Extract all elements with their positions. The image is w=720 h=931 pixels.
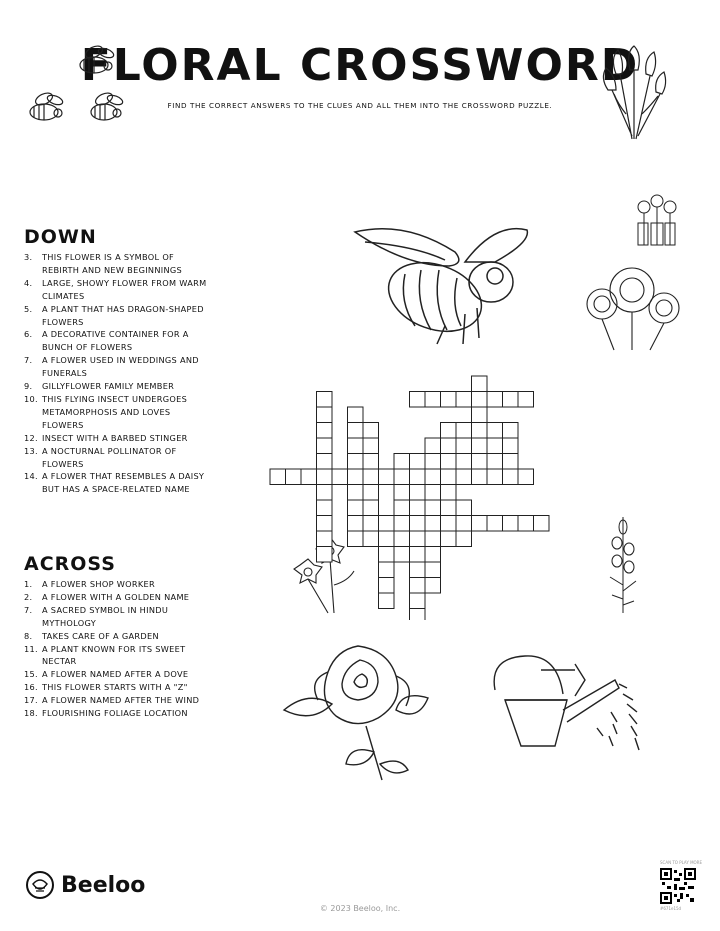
crossword-cell[interactable] <box>487 392 503 408</box>
crossword-cell[interactable] <box>348 531 364 547</box>
crossword-cell[interactable] <box>410 392 426 408</box>
clue-number: 17. <box>24 695 38 706</box>
clue-text: A FLOWER USED IN WEDDINGS AND FUNERALS <box>42 355 199 379</box>
crossword-cell[interactable] <box>379 469 395 485</box>
crossword-cell[interactable] <box>317 423 333 439</box>
clue-text: A FLOWER THAT RESEMBLES A DAISY BUT HAS A SPACE-RELATED NAME <box>42 471 205 495</box>
clue-text: A FLOWER NAMED AFTER A DOVE <box>42 669 189 680</box>
clue-number: 12. <box>24 432 38 443</box>
brand-logo[interactable] <box>25 870 145 900</box>
clue-text: A FLOWER SHOP WORKER <box>42 579 155 589</box>
crossword-cell[interactable] <box>317 516 333 532</box>
clue-text: TAKES CARE OF A GARDEN <box>42 630 159 641</box>
clue-number: 3. <box>24 252 33 262</box>
clue-number: 16. <box>24 682 38 693</box>
crossword-cell[interactable] <box>410 469 426 485</box>
crossword-cell[interactable] <box>317 469 333 485</box>
clue-text: A FLOWER WITH A GOLDEN NAME <box>42 591 190 602</box>
crossword-cell[interactable] <box>317 407 333 423</box>
crossword-cell[interactable] <box>456 392 472 408</box>
across-clue <box>24 591 214 604</box>
qr-label: SCAN TO PLAY MORE <box>660 860 702 865</box>
down-clue <box>24 328 214 354</box>
crossword-cell[interactable] <box>410 454 426 470</box>
crossword-cell[interactable] <box>503 454 519 470</box>
crossword-cell[interactable] <box>379 593 395 609</box>
crossword-cell[interactable] <box>394 531 410 547</box>
crossword-cell[interactable] <box>332 469 348 485</box>
clue-number: 6. <box>24 329 33 340</box>
crossword-cell[interactable] <box>503 423 519 439</box>
clue-text: A DECORATIVE CONTAINER FOR A BUNCH OF FLOWERS <box>42 329 189 353</box>
clue-text: A PLANT KNOWN FOR ITS SWEET NECTAR <box>42 643 186 667</box>
clue-text: THIS FLOWER STARTS WITH A "Z" <box>42 682 188 693</box>
crossword-cell[interactable] <box>410 500 426 516</box>
across-clue <box>24 681 214 694</box>
clue-number: 10. <box>24 393 38 404</box>
crossword-cell[interactable] <box>379 547 395 563</box>
down-clue <box>24 432 214 445</box>
crossword-cell[interactable] <box>441 500 457 516</box>
crossword-cell[interactable] <box>472 392 488 408</box>
down-clue <box>24 380 214 393</box>
clue-text: A NOCTURNAL POLLINATOR OF FLOWERS <box>42 445 177 469</box>
crossword-cell[interactable] <box>425 516 441 532</box>
page-title: FLORAL CROSSWORD <box>80 40 640 91</box>
crossword-cell[interactable] <box>472 516 488 532</box>
crossword-cell[interactable] <box>456 438 472 454</box>
clue-text: GILLYFLOWER FAMILY MEMBER <box>42 381 175 392</box>
crossword-cell[interactable] <box>317 500 333 516</box>
crossword-cell[interactable] <box>317 547 333 563</box>
crossword-cell[interactable] <box>441 392 457 408</box>
crossword-cell[interactable] <box>456 531 472 547</box>
crossword-cell[interactable] <box>503 516 519 532</box>
crossword-cell[interactable] <box>363 500 379 516</box>
crossword-cell[interactable] <box>456 500 472 516</box>
clue-text: FLOURISHING FOLIAGE LOCATION <box>42 708 188 719</box>
crossword-cell[interactable] <box>518 469 534 485</box>
crossword-cell[interactable] <box>410 562 426 578</box>
clue-text: LARGE, SHOWY FLOWER FROM WARM CLIMATES <box>42 277 207 301</box>
crossword-cell[interactable] <box>472 469 488 485</box>
crossword-cell[interactable] <box>363 531 379 547</box>
crossword-cell[interactable] <box>441 469 457 485</box>
crossword-cell[interactable] <box>379 562 395 578</box>
crossword-cell[interactable] <box>348 485 364 501</box>
copyright: © 2023 Beeloo, Inc. <box>319 904 401 913</box>
crossword-cell[interactable] <box>487 438 503 454</box>
crossword-cell[interactable] <box>394 516 410 532</box>
down-clue-list <box>24 251 214 496</box>
crossword-cell[interactable] <box>348 516 364 532</box>
crossword-cell[interactable] <box>394 500 410 516</box>
tulip-bouquet-illustration <box>596 44 676 144</box>
crossword-cell[interactable] <box>534 516 550 532</box>
rose-illustration <box>278 640 438 785</box>
crossword-cell[interactable] <box>379 516 395 532</box>
bee-illustration <box>345 222 535 352</box>
clue-text: THIS FLOWER IS A SYMBOL OF REBIRTH AND NEW BEGINNINGS <box>42 252 183 275</box>
crossword-cell[interactable] <box>410 578 426 594</box>
crossword-cell[interactable] <box>441 485 457 501</box>
crossword-cell[interactable] <box>410 547 426 563</box>
crossword-cell[interactable] <box>472 376 488 392</box>
crossword-grid <box>260 360 700 620</box>
crossword-cell[interactable] <box>487 516 503 532</box>
bee-logo-icon <box>25 870 55 900</box>
qr-code-icon[interactable] <box>660 868 696 904</box>
crossword-cell[interactable] <box>425 500 441 516</box>
crossword-cell[interactable] <box>425 562 441 578</box>
crossword-cell[interactable] <box>394 485 410 501</box>
brand-name: Beeloo <box>61 872 146 898</box>
down-clue <box>24 277 214 303</box>
crossword-cell[interactable] <box>503 392 519 408</box>
crossword-cell[interactable] <box>317 454 333 470</box>
crossword-cell[interactable] <box>394 454 410 470</box>
across-clue <box>24 578 214 591</box>
crossword-cell[interactable] <box>286 469 302 485</box>
clue-number: 18. <box>24 708 38 719</box>
clue-number: 4. <box>24 277 33 288</box>
clue-text: INSECT WITH A BARBED STINGER <box>42 432 188 443</box>
down-clue <box>24 393 214 432</box>
crossword-cell[interactable] <box>363 423 379 439</box>
crossword-cell[interactable] <box>410 609 426 621</box>
crossword-cell[interactable] <box>441 454 457 470</box>
down-heading: DOWN <box>24 226 97 248</box>
crossword-cell[interactable] <box>363 516 379 532</box>
across-clue <box>24 668 214 681</box>
crossword-cell[interactable] <box>518 392 534 408</box>
instructions: FIND THE CORRECT ANSWERS TO THE CLUES AND ALL THEM INTO THE CROSSWORD PUZZLE. <box>167 101 553 110</box>
crossword-cell[interactable] <box>379 531 395 547</box>
down-clue <box>24 303 214 329</box>
crossword-cell[interactable] <box>472 423 488 439</box>
crossword-cell[interactable] <box>363 438 379 454</box>
crossword-cell[interactable] <box>456 469 472 485</box>
clue-number: 9. <box>24 381 33 392</box>
across-heading: ACROSS <box>24 553 116 575</box>
across-clue <box>24 707 214 720</box>
across-clue <box>24 630 214 643</box>
crossword-cell[interactable] <box>410 516 426 532</box>
crossword-cell[interactable] <box>270 469 286 485</box>
clue-number: 11. <box>24 643 38 654</box>
crossword-cell[interactable] <box>503 469 519 485</box>
clue-text: A PLANT THAT HAS DRAGON-SHAPED FLOWERS <box>42 303 204 327</box>
crossword-cell[interactable] <box>410 593 426 609</box>
crossword-cell[interactable] <box>410 531 426 547</box>
clue-number: 13. <box>24 445 38 456</box>
crossword-cell[interactable] <box>317 392 333 408</box>
down-clue <box>24 354 214 380</box>
clue-number: 1. <box>24 579 33 589</box>
across-clue <box>24 694 214 707</box>
crossword-cell[interactable] <box>425 485 441 501</box>
flowers-small-illustration <box>634 193 680 249</box>
across-clue <box>24 643 214 669</box>
crossword-cell[interactable] <box>348 423 364 439</box>
crossword-cell[interactable] <box>317 438 333 454</box>
crossword-cell[interactable] <box>394 469 410 485</box>
down-clue <box>24 445 214 471</box>
crossword-cell[interactable] <box>363 454 379 470</box>
crossword-cell[interactable] <box>425 547 441 563</box>
clue-number: 8. <box>24 630 33 641</box>
crossword-cell[interactable] <box>472 407 488 423</box>
crossword-cell[interactable] <box>425 392 441 408</box>
across-clue <box>24 604 214 630</box>
watering-can-illustration <box>485 650 655 770</box>
crossword-cell[interactable] <box>441 516 457 532</box>
clue-text: A FLOWER NAMED AFTER THE WIND <box>42 695 200 706</box>
bees-illustration <box>22 40 132 135</box>
crossword-cell[interactable] <box>441 531 457 547</box>
crossword-cell[interactable] <box>472 454 488 470</box>
crossword-cell[interactable] <box>348 500 364 516</box>
sunflower-illustration <box>584 262 684 352</box>
crossword-cell[interactable] <box>456 516 472 532</box>
crossword-cell[interactable] <box>348 438 364 454</box>
clue-number: 5. <box>24 303 33 314</box>
crossword-cell[interactable] <box>410 485 426 501</box>
qr-code-text: #671e15d <box>660 906 682 911</box>
clue-number: 7. <box>24 604 33 615</box>
crossword-cell[interactable] <box>317 485 333 501</box>
crossword-cell[interactable] <box>425 469 441 485</box>
crossword-cell[interactable] <box>425 438 441 454</box>
clue-number: 15. <box>24 669 38 680</box>
crossword-cell[interactable] <box>503 438 519 454</box>
crossword-cell[interactable] <box>348 454 364 470</box>
crossword-cell[interactable] <box>425 578 441 594</box>
clue-number: 2. <box>24 591 33 602</box>
down-clue <box>24 251 214 277</box>
crossword-cell[interactable] <box>425 531 441 547</box>
crossword-cell[interactable] <box>363 485 379 501</box>
crossword-cell[interactable] <box>456 423 472 439</box>
crossword-cell[interactable] <box>348 407 364 423</box>
across-clue-list <box>24 578 214 720</box>
crossword-cell[interactable] <box>301 469 317 485</box>
crossword-cell[interactable] <box>518 516 534 532</box>
clue-text: A SACRED SYMBOL IN HINDU MYTHOLOGY <box>42 604 169 628</box>
clue-text: THIS FLYING INSECT UNDERGOES METAMORPHOSIS AND LOVES FLOWERS <box>42 393 188 430</box>
crossword-cell[interactable] <box>487 423 503 439</box>
crossword-cell[interactable] <box>363 469 379 485</box>
down-clue <box>24 470 214 496</box>
crossword-cell[interactable] <box>472 438 488 454</box>
crossword-cell[interactable] <box>441 423 457 439</box>
clue-number: 14. <box>24 471 38 482</box>
crossword-cell[interactable] <box>441 438 457 454</box>
crossword-cell[interactable] <box>317 531 333 547</box>
crossword-cell[interactable] <box>348 469 364 485</box>
crossword-cell[interactable] <box>487 469 503 485</box>
crossword-cell[interactable] <box>425 454 441 470</box>
crossword-cell[interactable] <box>394 547 410 563</box>
crossword-cell[interactable] <box>379 578 395 594</box>
clue-number: 7. <box>24 355 33 366</box>
